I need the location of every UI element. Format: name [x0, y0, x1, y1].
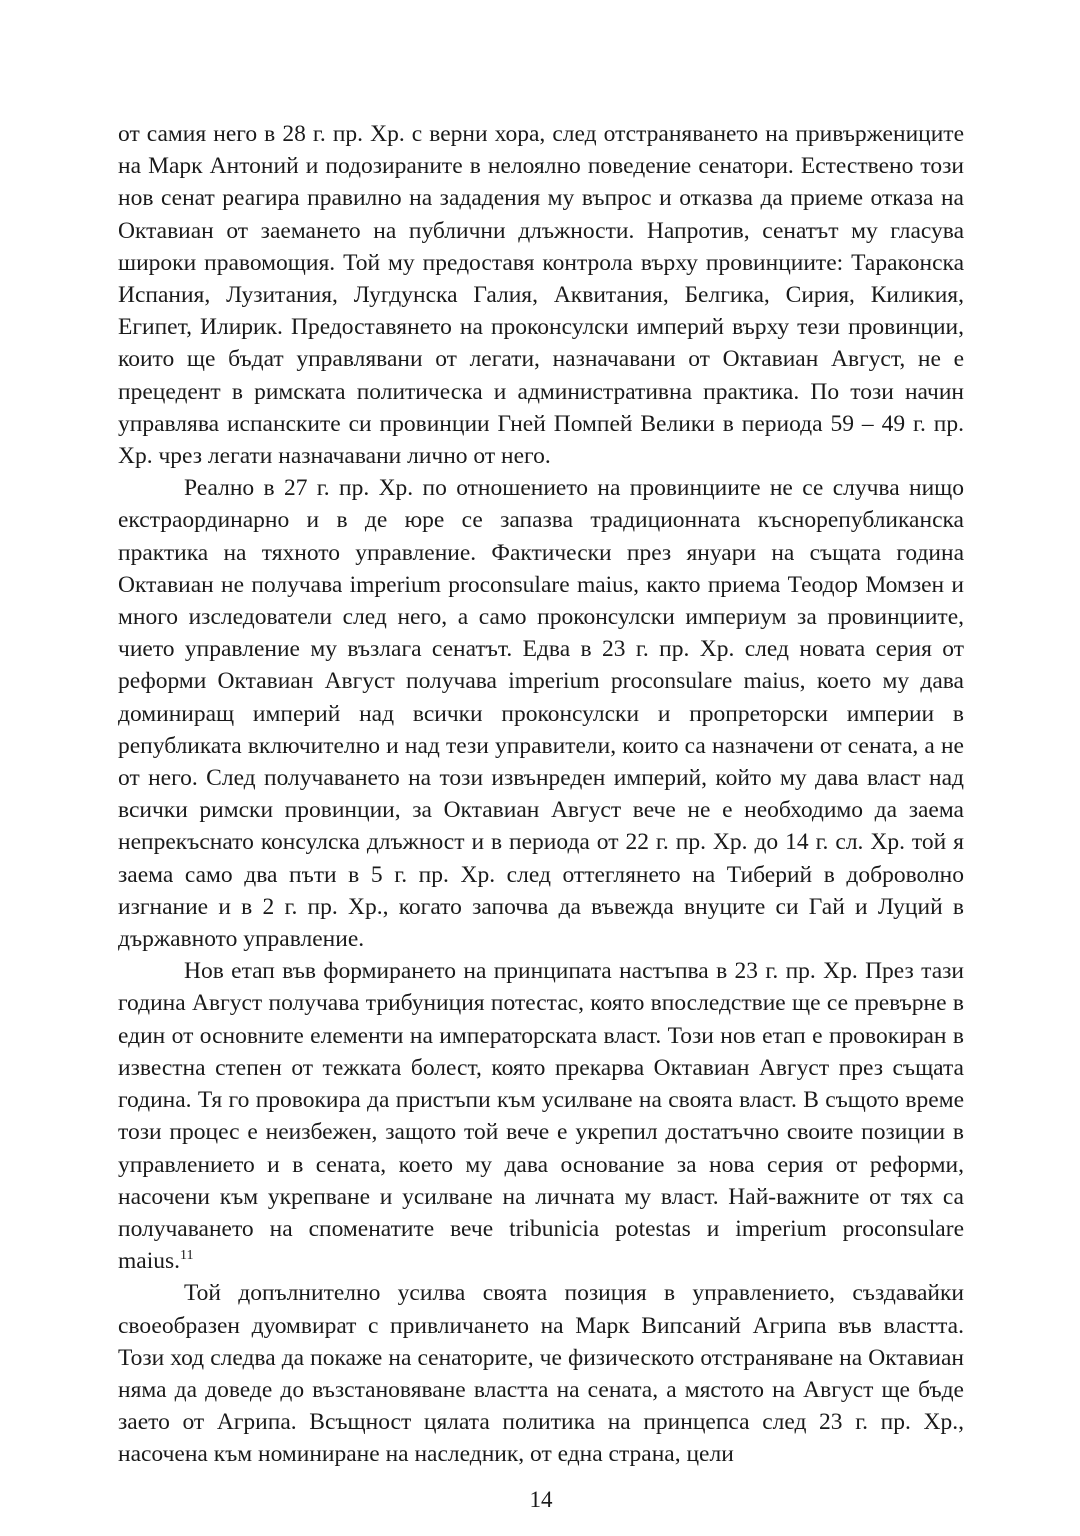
paragraph-4-text: Той допълнително усилва своята позиция в управлението, създавайки своеобразен дуомвират с привличането на Марк Випсаний Агрипа във властта. Този ход следва да покаже на сенаторите, че физическото отстраняване на Октавиан няма да доведе до възстановяване властта на сената, а мястото на Август ще бъде заето от Агрипа. Всъщност цялата политика на принцепса след 23 г. пр. Хр., насочена към номиниране на наследник, от една страна, цели [118, 1280, 964, 1468]
paragraph-1 [118, 118, 964, 472]
paragraph-1-text: от самия него в 28 г. пр. Хр. с верни хора, след отстраняването на привържениците на Марк Антоний и подозираните в нелоялно поведение сенатори. Естествено този нов сенат реагира правилно на зададения му въпрос и отказва да приеме отказа на Октавиан от заемането на публични длъжности. Напротив, сенатът му гласува широки правомощия. Той му предоставя контрола върху провинциите: Тараконска Испания, Лузитания, Лугдунска Галия, Аквитания, Белгика, Сирия, Киликия, Египет, Илирик. Предоставянето на проконсулски империй върху тези провинции, които ще бъдат управлявани от легати, назначавани от Октавиан Август, не е прецедент в римската политическа и административна практика. По този начин управлява испанските си провинции Гней Помпей Велики в периода 59 – 49 г. пр. Хр. чрез легати назначавани лично от него. [118, 121, 964, 470]
page-number: 14 [529, 1487, 553, 1512]
paragraph-3 [118, 955, 964, 1277]
document-page [118, 118, 964, 1518]
footnote-reference-11[interactable]: 11 [180, 1248, 194, 1264]
paragraph-4 [118, 1277, 964, 1470]
paragraph-2-text: Реално в 27 г. пр. Хр. по отношението на провинциите не се случва нищо екстраординарно и в де юре се запазва традиционната къснорепубликанска практика на тяхното управление. Фактически през януари на същата година Октавиан не получава imperium proconsulare maius, както приема Теодор Момзен и много изследователи след него, а само проконсулски империум за провинциите, чието управление му възлага сенатът. Едва в 23 г. пр. Хр. след новата серия от реформи Октавиан Август получава imperium proconsulare maius, което му дава доминиращ империй над всички проконсулски и пропреторски империи в републиката включително и над тези управители, които са назначени от сената, а не от него. След получаването на този извънреден империй, който му дава власт над всички римски провинции, за Октавиан Август вече не е необходимо да заема непрекъснато консулска длъжност и в периода от 22 г. пр. Хр. до 14 г. сл. Хр. той я заема само два пъти в 5 г. пр. Хр. след оттеглянето на Тиберий в доброволно изгнание и в 2 г. пр. Хр., когато започва да въвежда внуците си Гай и Луций в държавното управление. [118, 475, 964, 953]
paragraph-2 [118, 472, 964, 955]
paragraph-3-text: Нов етап във формирането на принципата настъпва в 23 г. пр. Хр. През тази година Август получава трибуниция потестас, която впоследствие ще се превърне в един от основните елементи на императорската власт. Този нов етап е провокиран в известна степен от тежката болест, която прекарва Октавиан Август през същата година. Тя го провокира да пристъпи към усилване на своята власт. В същото време този процес е неизбежен, защото той вече е укрепил достатъчно своите позиции в управлението и в сената, което му дава основание за нова серия от реформи, насочени към укрепване и усилване на личната му власт. Най-важните от тях са получаването на споменатите вече tribunicia potestas и imperium proconsulare maius. [118, 958, 964, 1275]
